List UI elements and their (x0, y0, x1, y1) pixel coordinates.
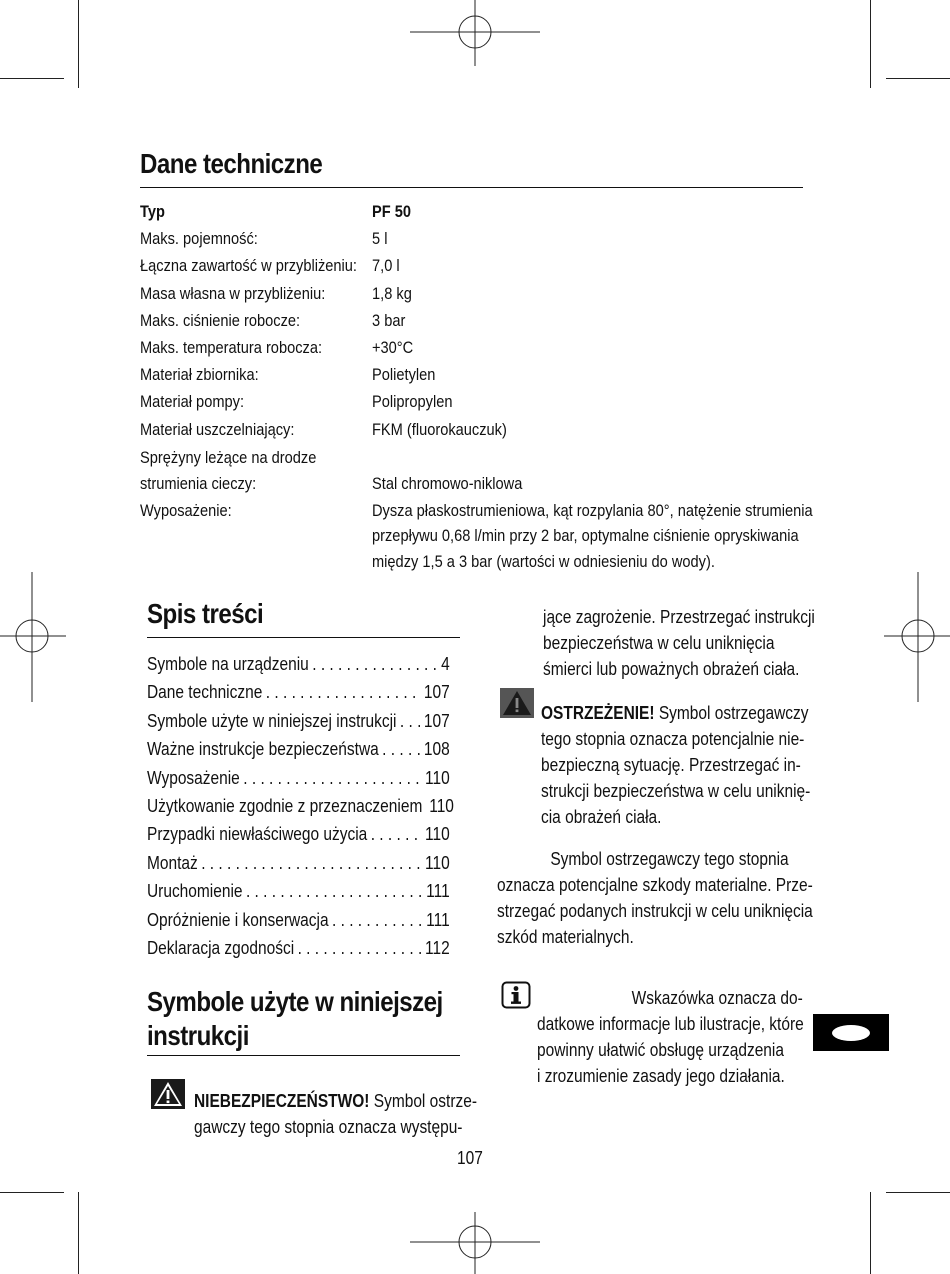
symbols-title-line: Symbole użyte w niniejszej (147, 986, 443, 1017)
registration-mark-icon (0, 572, 70, 702)
text-line: Wskazówka oznacza do- (631, 988, 803, 1008)
toc-entry-title: Symbole na urządzeniu (147, 654, 309, 674)
spec-value: Polipropylen (372, 392, 453, 412)
warning-label: OSTRZEŻENIE! (541, 703, 655, 723)
toc-entry (147, 934, 450, 962)
spec-label: Typ (140, 202, 165, 221)
toc-entry (147, 792, 454, 820)
registration-mark-icon (882, 572, 950, 702)
info-icon (501, 981, 531, 1009)
toc-entry-page: 110 (425, 824, 450, 845)
toc-leader-dots (312, 650, 437, 678)
danger-icon (151, 1079, 185, 1109)
text-line: bezpieczną sytuację. Przestrzegać in- (541, 755, 801, 775)
toc-entry-title: Deklaracja zgodności (147, 938, 295, 958)
toc-entry-page: 110 (425, 852, 450, 873)
crop-mark (870, 0, 871, 88)
toc-entry (147, 678, 450, 706)
toc-entry-page: 111 (426, 909, 450, 930)
note-text (537, 985, 804, 1089)
toc-entry-title: Montaż (147, 852, 198, 873)
spec-label: strumienia cieczy: (140, 474, 257, 493)
toc-leader-dots (382, 735, 420, 763)
spec-value: 1,8 kg (372, 283, 412, 303)
spec-value: 3 bar (372, 310, 406, 330)
spec-label: Masa własna w przybliżeniu: (140, 283, 326, 303)
symbols-title-line: instrukcji (147, 1020, 249, 1051)
toc-leader-dots (400, 707, 421, 735)
text-line: Symbol ostrzegawczy tego stopnia (550, 849, 789, 869)
text-line: powinny ułatwić obsługę urządzenia (537, 1040, 784, 1060)
spec-label: Maks. temperatura robocza: (140, 338, 323, 357)
spec-value: przepływu 0,68 l/min przy 2 bar, optymalne ciśnienie opryskiwania (372, 526, 799, 545)
spec-value: Polietylen (372, 365, 436, 385)
toc-entry (147, 650, 450, 678)
spec-label: Materiał pompy: (140, 392, 245, 412)
toc-entry-title: Uruchomienie (147, 881, 243, 902)
section-title-technical-data: Dane techniczne (140, 148, 323, 179)
page-number: 107 (457, 1148, 483, 1168)
toc-entry (147, 877, 450, 905)
spec-value: 7,0 l (372, 256, 400, 276)
toc-leader-dots (246, 877, 423, 905)
toc-entry-title: Opróżnienie i konserwacja (147, 909, 329, 930)
spec-value: między 1,5 a 3 bar (wartości w odniesieniu do wody). (372, 552, 715, 571)
spec-label: Maks. ciśnienie robocze: (140, 310, 301, 330)
section-rule (147, 637, 460, 638)
text-line: jące zagrożenie. Przestrzegać instrukcji (543, 607, 815, 627)
danger-text (194, 1088, 477, 1140)
toc-entry-title: Użytkowanie zgodnie z przeznaczeniem (147, 796, 423, 816)
spec-label: Sprężyny leżące na drodze (140, 448, 317, 467)
crop-mark (0, 78, 64, 79)
toc-entry-page: 110 (429, 796, 454, 816)
danger-text-part: gawczy tego stopnia oznacza występu- (194, 1117, 463, 1137)
warning-text (541, 700, 810, 830)
text-line: szkód materialnych. (497, 927, 634, 947)
crop-mark (78, 1192, 79, 1274)
crop-mark (870, 1192, 871, 1274)
text-line: oznacza potencjalne szkody materialne. Prze- (497, 875, 813, 895)
text-line: strzegać podanych instrukcji w celu uniknięcia (497, 901, 813, 921)
section-title-symbols (147, 985, 474, 1053)
toc-leader-dots (332, 906, 423, 934)
toc-entry (147, 764, 450, 792)
toc-entry-page: 108 (423, 739, 450, 760)
spec-label: Wyposażenie: (140, 501, 232, 520)
toc-leader-dots (371, 820, 422, 848)
toc-entry-title: Wyposażenie (147, 767, 240, 788)
toc-leader-dots (243, 764, 421, 792)
spec-label: Maks. pojemność: (140, 229, 258, 249)
section-rule (140, 187, 803, 188)
warning-icon (500, 688, 534, 718)
toc-entry-title: Dane techniczne (147, 682, 263, 703)
toc-entry-title: Symbole użyte w niniejszej instrukcji (147, 710, 397, 731)
spec-value: PF 50 (372, 202, 412, 221)
spec-value: Dysza płaskostrumieniowa, kąt rozpylania 80°, natężenie strumienia (372, 501, 813, 520)
danger-text-continued (543, 604, 815, 682)
toc-entry-page: 107 (423, 710, 450, 731)
toc-entry (147, 735, 450, 763)
text-line: śmierci lub poważnych obrażeń ciała. (543, 659, 800, 679)
section-rule (147, 1055, 460, 1056)
spec-label: Materiał zbiornika: (140, 365, 259, 385)
toc-entry (147, 820, 450, 848)
language-tab-oval (832, 1025, 870, 1041)
toc-entry (147, 906, 450, 934)
crop-mark (0, 1192, 64, 1193)
toc-entry (147, 707, 450, 735)
spec-label: Łączna zawartość w przybliżeniu: (140, 256, 357, 276)
toc-leader-dots (298, 934, 422, 962)
crop-mark (886, 1192, 950, 1193)
toc-entry-page: 110 (425, 767, 450, 788)
registration-mark-icon (410, 1208, 540, 1274)
spec-value: +30°C (372, 338, 414, 357)
toc-entry-page: 4 (441, 654, 450, 674)
warning-text-part: Symbol ostrzegawczy (654, 703, 809, 723)
toc-entry (147, 849, 450, 877)
toc-entry-page: 107 (423, 682, 450, 703)
toc-entry-page: 111 (426, 881, 450, 902)
language-tab (813, 1014, 889, 1051)
crop-mark (78, 0, 79, 88)
caution-text (497, 846, 813, 950)
text-line: i zrozumienie zasady jego działania. (537, 1066, 785, 1086)
spec-label: Materiał uszczelniający: (140, 419, 295, 439)
toc-entry-title: Ważne instrukcje bezpieczeństwa (147, 739, 379, 760)
toc-leader-dots (201, 849, 421, 877)
text-line: strukcji bezpieczeństwa w celu uniknię- (541, 781, 811, 801)
text-line: datkowe informacje lub ilustracje, które (537, 1014, 804, 1034)
text-line: cia obrażeń ciała. (541, 807, 662, 827)
section-title-toc: Spis treści (147, 598, 264, 629)
toc-entry-title: Przypadki niewłaściwego użycia (147, 824, 368, 845)
spec-value: 5 l (372, 229, 388, 249)
danger-text-part: Symbol ostrze- (369, 1091, 477, 1111)
registration-mark-icon (410, 0, 540, 70)
crop-mark (886, 78, 950, 79)
spec-value: FKM (fluorokauczuk) (372, 419, 507, 439)
toc-entry-page: 112 (425, 938, 450, 958)
text-line: bezpieczeństwa w celu uniknięcia (543, 633, 775, 653)
text-line: tego stopnia oznacza potencjalnie nie- (541, 729, 805, 749)
toc-leader-dots (266, 678, 421, 706)
danger-label: NIEBEZPIECZEŃSTWO! (194, 1091, 370, 1111)
spec-value: Stal chromowo-niklowa (372, 474, 523, 493)
